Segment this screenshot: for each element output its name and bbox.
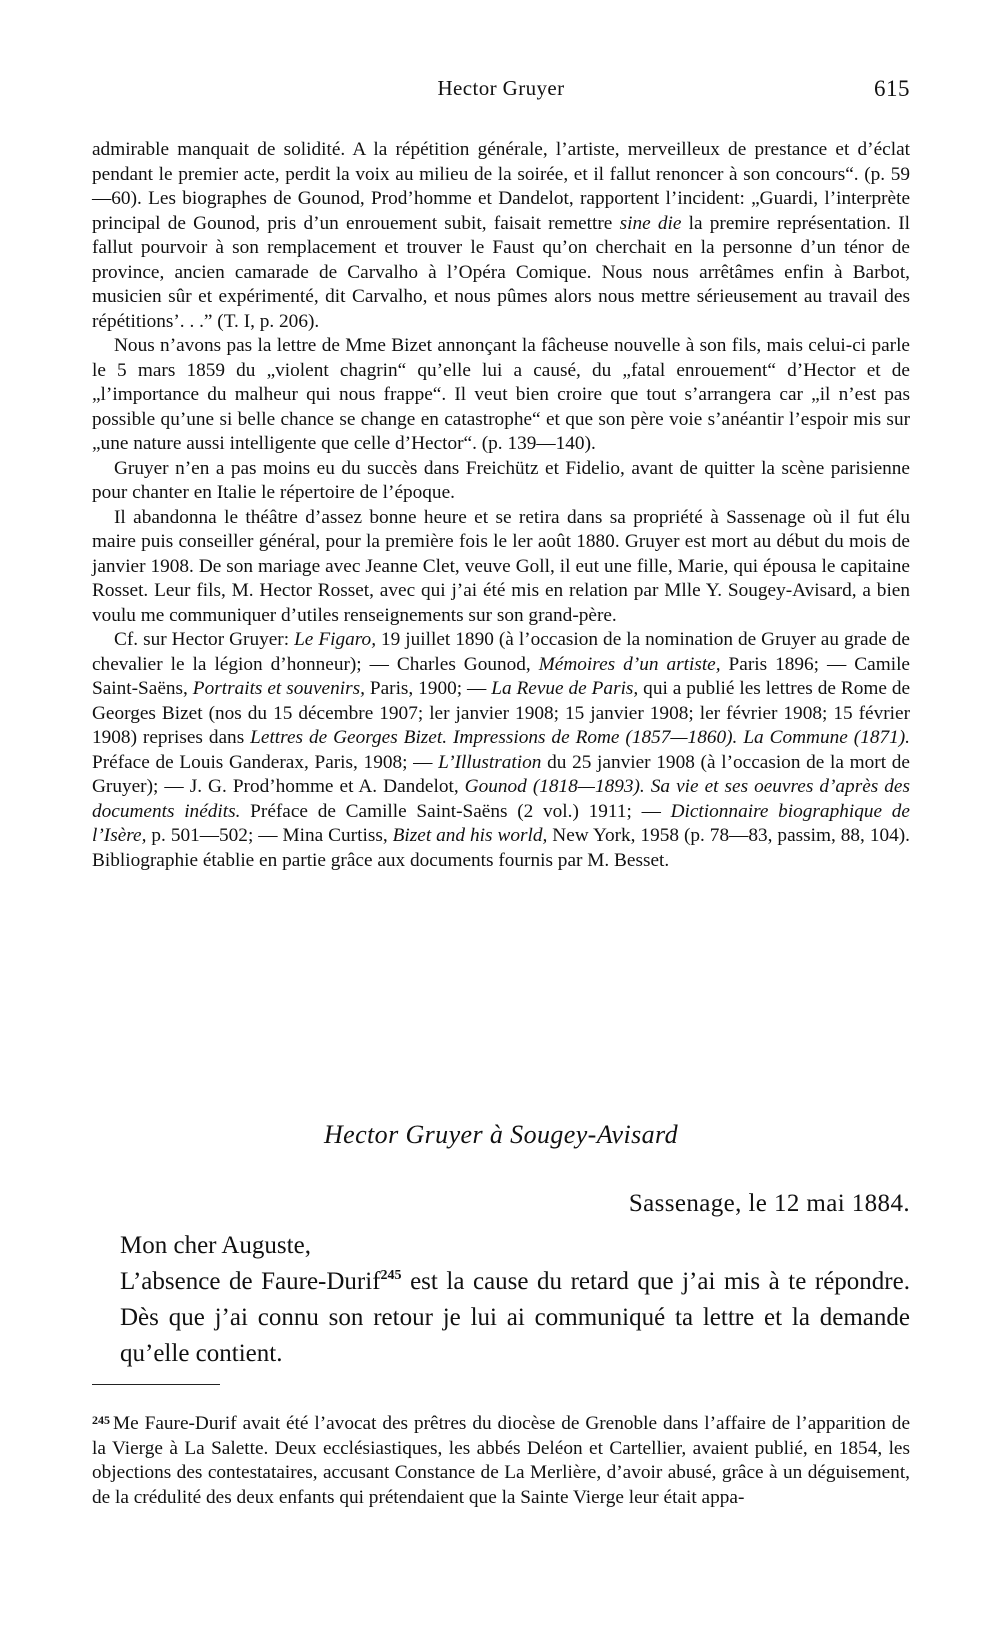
text-run: Préface de Louis Ganderax, Paris, 1908; —: [92, 751, 439, 773]
letter-paragraph: [120, 1264, 910, 1372]
italic-run: sine die: [619, 212, 682, 234]
footnote-reference: 245: [380, 1268, 402, 1283]
letter-text-before: L’absence de Faure-Durif: [120, 1268, 381, 1295]
letter-title: Hector Gruyer à Sougey-Avisard: [323, 1120, 678, 1149]
paragraph: [92, 457, 910, 506]
text-run: p. 501—502; — Mina Curtiss,: [146, 825, 393, 846]
letter-text-after: est la cause du retard que j’ai mis à te répondre. Dès que j’ai connu son retour je lui ai communiqué ta lettre et la demande qu’elle contient.: [120, 1268, 910, 1367]
letter-body: [120, 1228, 910, 1372]
letter-date: Sassenage, le 12 mai 1884.: [628, 1190, 910, 1217]
text-run: du 25 janvier 1908 (à l’occasion de la mort de Gruyer); — J. G. Prod’homme et A. Dandelot,: [92, 751, 910, 797]
page-header: [92, 76, 910, 106]
italic-run: L’Illustration: [438, 751, 542, 773]
text-run: Paris, 1900; —: [364, 678, 492, 699]
italic-run: La Revue de Paris,: [491, 678, 639, 699]
paragraph: [92, 506, 910, 629]
text-run: la premire représentation. Il fallut pourvoir à son remplacement et trouver le Faust qu’on cherchait en la personne d’un ténor de province, ancien camarade de Carvalho à l’Opéra Comique. Nous nous arrêtâmes enfin à Barbot, musicien sûr et expérimenté, dit Carvalho, et nous pûmes alors nous mettre sérieusement au travail des répétitions’. . .” (T. I, p. 206).: [92, 212, 910, 332]
paragraph: [92, 138, 910, 334]
footnote-number: 245: [92, 1413, 110, 1427]
text-run: Préface de Camille Saint-Saëns (2 vol.) 1911; —: [240, 800, 671, 822]
italic-run: Mémoires d’un artiste,: [538, 653, 721, 675]
italic-run: Le Figaro,: [294, 629, 377, 650]
italic-run: Dictionnaire biographique de l’Isère,: [92, 800, 910, 846]
text-run: Gruyer n’en a pas moins eu du succès dans Freichütz et Fidelio, avant de quitter la scène parisienne pour chanter en Italie le répertoire de l’époque.: [92, 457, 910, 503]
italic-run: Gounod (1818—1893). Sa vie et ses oeuvres d’après des documents inédits.: [92, 776, 910, 822]
letter-salutation: Mon cher Auguste,: [120, 1232, 311, 1259]
text-run: Nous n’avons pas la lettre de Mme Bizet annonçant la fâcheuse nouvelle à son fils, mais celui-ci parle le 5 mars 1859 du „violent chagrin“ qu’elle lui a causé, du „fatal enrouement“ d’Hector et de „l’importance du malheur qui nous frappe“. Il veut bien croire que tout s’arrangera car „il n’est pas possible qu’une si belle chance se change en catastrophe“ et que son père voie s’anéantir l’espoir mis sur „une nature aussi intelligente que celle d’Hector“. (p. 139—140).: [92, 335, 910, 454]
text-run: admirable manquait de solidité. A la répétition générale, l’artiste, merveilleux de prestance et d’éclat pendant le premier acte, perdit la voix au milieu de la soirée, et il fallut renoncer à son concours“. (p. 59—60). Les biographes de Gounod, Prod’homme et Dandelot, rapportent l’incident: „Guardi, l’interprète principal de Gounod, pris d’un enrouement subit, faisait remettre: [92, 139, 910, 234]
footnote-text: Me Faure-Durif avait été l’avocat des prêtres du diocèse de Grenoble dans l’affaire de l’apparition de la Vierge à La Salette. Deux ecclésiastiques, les abbés Deléon et Cartellier, avaient publié, en 1854, les objections des contestataires, accusant Constance de La Merlière, d’avoir abusé, grâce à un déguisement, de la crédulité des deux enfants qui prétendaient que la Sainte Vierge leur était appa-: [92, 1413, 910, 1508]
footnote: [92, 1408, 910, 1510]
italic-run: Bizet and his world,: [392, 825, 548, 846]
italic-run: Portraits et souvenirs,: [192, 678, 365, 699]
text-run: Il abandonna le théâtre d’assez bonne heure et se retira dans sa propriété à Sassenage où il fut élu maire puis conseiller général, pour la première fois le ler août 1880. Gruyer est mort au début du mois de janvier 1908. De son mariage avec Jeanne Clet, veuve Goll, il eut une fille, Marie, qui épousa le capitaine Rosset. Leur fils, M. Hector Rosset, avec qui j’ai été mis en relation par Mlle Y. Sougey-Avisard, a bien voulu me communiquer d’utiles renseignements sur son grand-père.: [92, 506, 910, 626]
page-number: 615: [874, 76, 910, 101]
paragraph: [92, 334, 910, 457]
paragraph-bibliography: [92, 628, 910, 873]
text-run: qui a publié les lettres de Rome de Georges Bizet (nos du 15 décembre 1907; ler janvier 1908; 15 janvier 1908; ler février 1908; 15 février 1908) reprises dans: [92, 678, 911, 748]
text-run: Paris 1896; — Camile Saint-Saëns,: [92, 653, 910, 699]
text-run: Cf. sur Hector Gruyer:: [114, 629, 295, 650]
italic-run: Lettres de Georges Bizet. Impressions de Rome (1857—1860). La Commune (1871).: [250, 727, 910, 748]
footnote-divider: [92, 1384, 220, 1385]
body-text: [92, 138, 910, 873]
running-title: Hector Gruyer: [437, 76, 565, 100]
text-run: 19 juillet 1890 (à l’occasion de la nomination de Gruyer au grade de chevalier le la légion d’honneur); — Charles Gounod,: [92, 629, 910, 675]
text-run: New York, 1958 (p. 78—83, passim, 88, 104). Bibliographie établie en partie grâce aux documents fournis par M. Besset.: [92, 825, 911, 871]
